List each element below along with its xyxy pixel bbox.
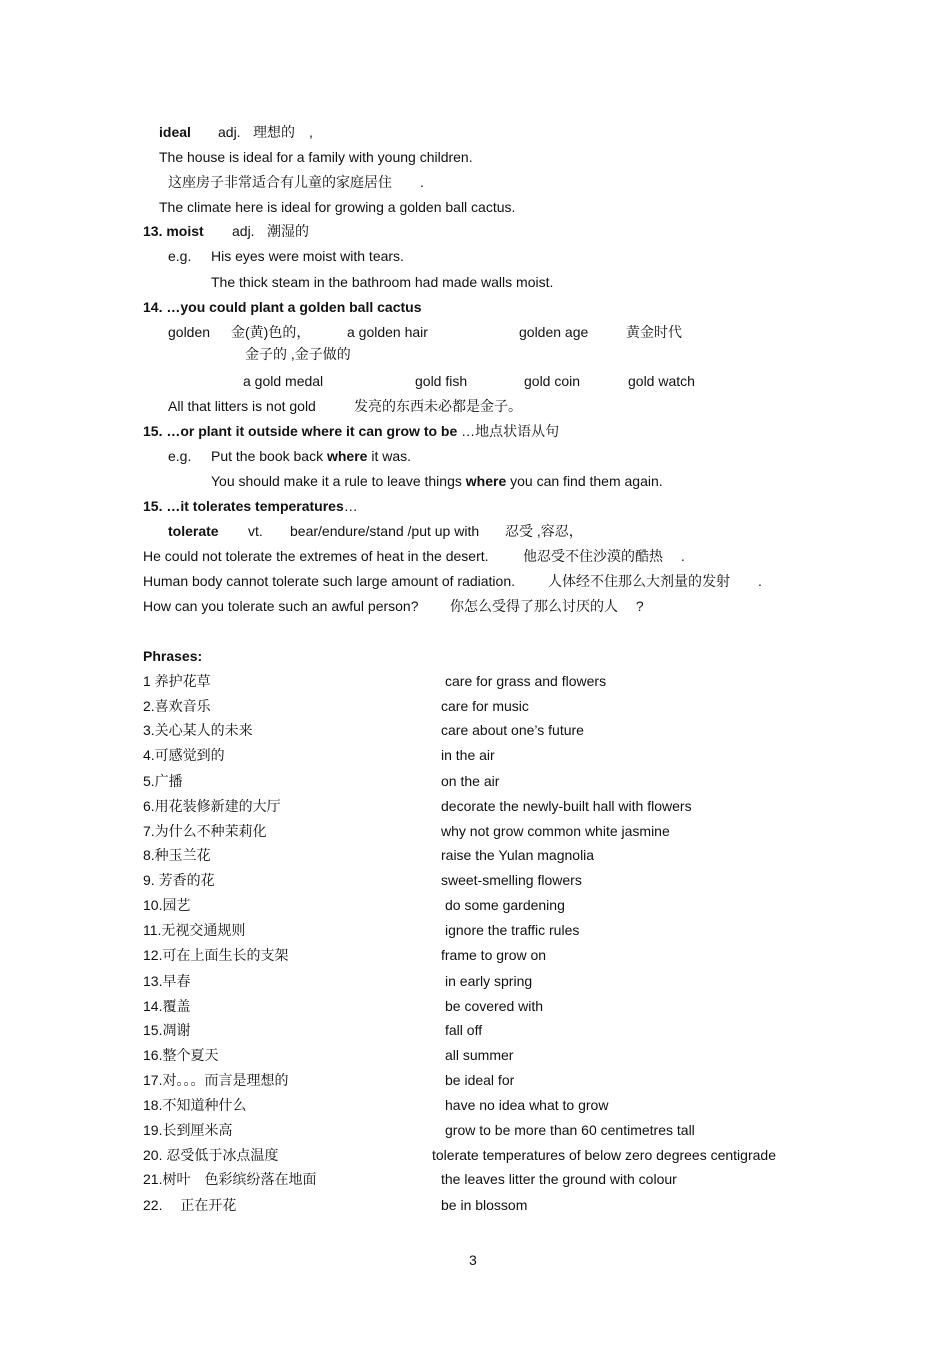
phrase-english: in early spring <box>445 973 533 989</box>
phrase-chinese: 16.整个夏天 <box>143 1047 219 1063</box>
example-sentence: The house is ideal for a family with young children. <box>159 149 473 165</box>
phrase-english: have no idea what to grow <box>445 1097 609 1113</box>
phrase-english: grow to be more than 60 centimetres tall <box>445 1122 695 1138</box>
phrase-english: decorate the newly-built hall with flowers <box>441 798 692 814</box>
phrase-chinese: 8.种玉兰花 <box>143 847 211 863</box>
phrase-chinese: 1 养护花草 <box>143 673 211 689</box>
pos-label: adj. <box>232 223 255 239</box>
text-part: You should make it a rule to leave things <box>211 473 466 489</box>
phrase-chinese: 9. 芳香的花 <box>143 872 215 888</box>
phrase-english: raise the Yulan magnolia <box>441 847 595 863</box>
phrase-english: the leaves litter the ground with colour <box>441 1171 677 1187</box>
text-part: Put the book back <box>211 448 327 464</box>
phrase-english: care for grass and flowers <box>445 673 607 689</box>
phrase-chinese: 20. 忍受低于冰点温度 <box>143 1147 279 1163</box>
phrases-heading: Phrases: <box>143 648 203 664</box>
phrase-english: care about one’s future <box>441 722 584 738</box>
phrase-english: in the air <box>441 747 495 763</box>
example-translation: 人体经不住那么大剂量的发射 . <box>548 573 762 589</box>
heading-golden: 14. …you could plant a golden ball cactus <box>143 299 422 315</box>
phrase-english: do some gardening <box>445 897 565 913</box>
phrase-chinese: 7.为什么不种茉莉化 <box>143 823 267 839</box>
collocation: a gold medal <box>243 373 324 389</box>
chinese-definition: 忍受 ,容忍， <box>505 523 583 539</box>
phrase-english: be in blossom <box>441 1197 528 1213</box>
example-sentence: His eyes were moist with tears. <box>211 248 404 264</box>
phrase-chinese: 18.不知道种什么 <box>143 1097 247 1113</box>
heading-where-note: …地点状语从句 <box>457 423 560 439</box>
phrase-english: frame to grow on <box>441 947 547 963</box>
phrase-english: why not grow common white jasmine <box>441 823 670 839</box>
phrase-chinese: 21.树叶 色彩缤纷落在地面 <box>143 1171 317 1187</box>
collocation: a golden hair <box>347 324 428 340</box>
phrase-chinese: 12.可在上面生长的支架 <box>143 947 289 963</box>
text-part: it was. <box>367 448 412 464</box>
phrase-chinese: 11.无视交通规则 <box>143 922 246 938</box>
phrase-chinese: 5.广播 <box>143 773 183 789</box>
phrase-chinese: 22. 正在开花 <box>143 1197 237 1213</box>
heading-moist: 13. moist <box>143 223 204 239</box>
phrase-english: ignore the traffic rules <box>445 922 580 938</box>
phrase-english: fall off <box>445 1022 483 1038</box>
example-translation: 这座房子非常适合有儿童的家庭居住 . <box>168 174 424 190</box>
phrase-english: all summer <box>445 1047 514 1063</box>
proverb: All that litters is not gold <box>168 398 316 414</box>
phrase-chinese: 19.长到厘米高 <box>143 1122 233 1138</box>
phrase-chinese: 17.对。。。而言是理想的 <box>143 1072 289 1088</box>
example-sentence: The climate here is ideal for growing a golden ball cactus. <box>159 199 516 215</box>
phrase-english: care for music <box>441 698 529 714</box>
phrase-chinese: 6.用花装修新建的大厅 <box>143 798 281 814</box>
term-tolerate: tolerate <box>168 523 219 539</box>
term-ideal: ideal <box>159 124 191 140</box>
example-sentence: How can you tolerate such an awful person? <box>143 598 419 614</box>
chinese-definition: 金子的 ,金子做的 <box>245 346 351 362</box>
heading-tolerate <box>143 497 358 515</box>
example-sentence: Human body cannot tolerate such large amount of radiation. <box>143 573 516 589</box>
chinese-definition: 金(黄)色的， <box>231 324 311 340</box>
chinese-definition: 理想的 , <box>253 124 313 140</box>
phrase-chinese: 14.覆盖 <box>143 998 191 1014</box>
eg-label: e.g. <box>168 248 192 264</box>
phrase-chinese: 13.早春 <box>143 973 191 989</box>
text-part: you can find them again. <box>506 473 663 489</box>
proverb-translation: 发亮的东西未必都是金子。 <box>354 398 522 414</box>
phrase-english: be ideal for <box>445 1072 515 1088</box>
collocation: gold fish <box>415 373 468 389</box>
pos-label: vt. <box>248 523 263 539</box>
example-sentence: He could not tolerate the extremes of heat in the desert. <box>143 548 489 564</box>
example-translation: 你怎么受得了那么讨厌的人 ? <box>450 598 644 614</box>
example-sentence <box>211 447 411 465</box>
english-definition: bear/endure/stand /put up with <box>290 523 480 539</box>
collocation: gold watch <box>628 373 695 389</box>
chinese-definition: 潮湿的 <box>267 223 309 239</box>
phrase-chinese: 10.园艺 <box>143 897 191 913</box>
text-emphasis: where <box>326 448 368 464</box>
phrase-english: sweet-smelling flowers <box>441 872 582 888</box>
term-golden: golden <box>168 324 211 340</box>
text-part: … <box>343 498 358 514</box>
text-part: it tolerates temperatures <box>180 498 344 514</box>
text-emphasis: where <box>465 473 507 489</box>
phrase-english: be covered with <box>445 998 544 1014</box>
heading-where-text: 15. …or plant it outside where it can grow to be <box>143 423 458 439</box>
phrase-chinese: 15.凋谢 <box>143 1022 191 1038</box>
phrase-english: tolerate temperatures of below zero degrees centigrade <box>432 1147 776 1163</box>
text-part: 15. … <box>143 498 181 514</box>
eg-label: e.g. <box>168 448 192 464</box>
example-translation: 他忍受不住沙漠的酷热 . <box>523 548 685 564</box>
page-number: 3 <box>469 1252 477 1268</box>
example-sentence <box>211 472 663 490</box>
heading-where <box>143 422 559 440</box>
phrase-chinese: 2.喜欢音乐 <box>143 698 211 714</box>
phrase-english: on the air <box>441 773 500 789</box>
pos-label: adj. <box>218 124 241 140</box>
collocation: gold coin <box>524 373 581 389</box>
chinese-definition: 黄金时代 <box>626 324 682 340</box>
collocation: golden age <box>519 324 589 340</box>
example-sentence: The thick steam in the bathroom had made walls moist. <box>211 274 554 290</box>
phrase-chinese: 4.可感觉到的 <box>143 747 225 763</box>
phrase-chinese: 3.关心某人的未来 <box>143 722 253 738</box>
